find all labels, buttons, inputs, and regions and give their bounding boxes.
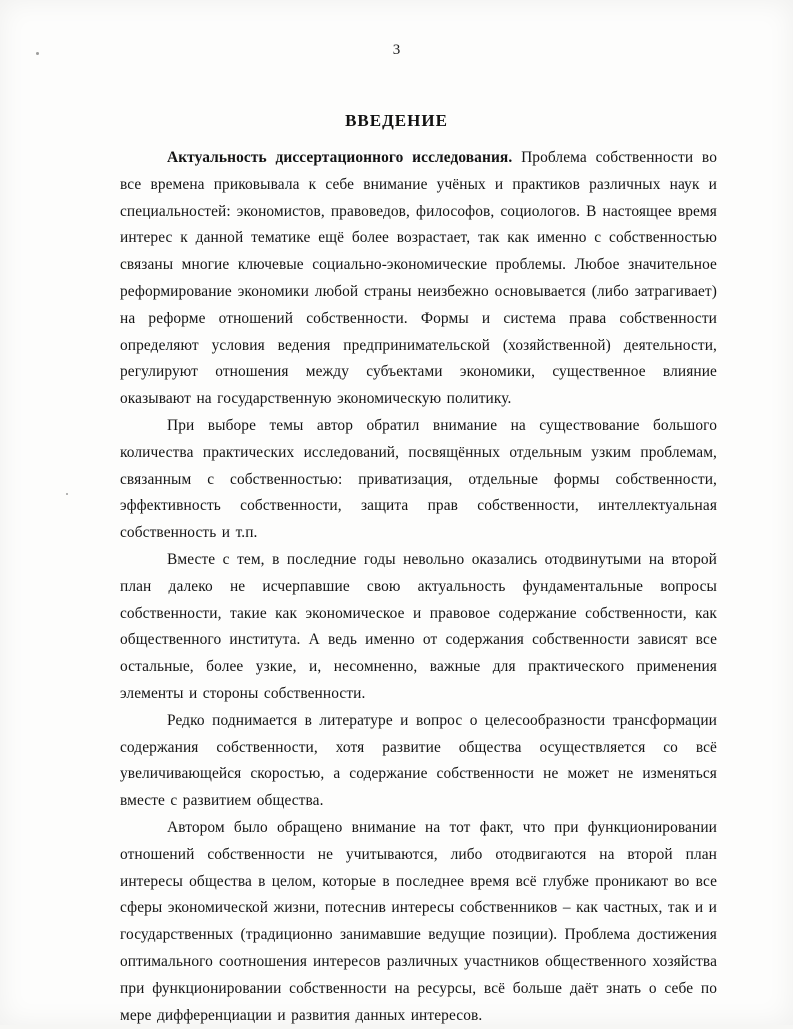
paragraph-text: Редко поднимается в литературе и вопрос о целесообразности трансформации содержания собственности, хотя развитие общества осуществляется со всё увеличивающейся скоростью, а содержание собственности не может не изменяться вместе с развитием общества. bbox=[120, 711, 717, 810]
paragraph bbox=[120, 145, 717, 413]
scan-speckle bbox=[66, 493, 68, 495]
paragraph bbox=[120, 708, 717, 815]
paragraph-text: При выборе темы автор обратил внимание на существование большого количества практических исследований, посвящённых отдельным узким проблемам, связанным с собственностью: приватизация, отдельные формы собственности, эффективность собственности, защита прав собственности, интеллектуальная собственность и т.п. bbox=[120, 416, 717, 542]
page-number: 3 bbox=[392, 42, 401, 58]
paragraph-text: Автором было обращено внимание на тот факт, что при функционировании отношений собственности не учитываются, либо отодвигаются на второй план интересы общества в целом, которые в последнее время всё глубже проникают во все сферы экономической жизни, потеснив интересы собственников – как частных, так и и государственных (традиционно занимавшие ведущие позиции). Проблема достижения оптимального соотношения интересов различных участников общественного хозяйства при функционировании собственности на ресурсы, всё больше даёт знать о себе по мере дифференциации и развития данных интересов. bbox=[120, 818, 717, 1024]
paragraph-text: Вместе с тем, в последние годы невольно оказались отодвинутыми на второй план далеко не исчерпавшие свою актуальность фундаментальные вопросы собственности, такие как экономическое и правовое содержание собственности, как общественного института. А ведь именно от содержания собственности зависят все остальные, более узкие, и, несомненно, важные для практического применения элементы и стороны собственности. bbox=[120, 550, 717, 702]
paragraph bbox=[120, 815, 717, 1029]
document-body bbox=[120, 145, 717, 1029]
scan-speckle bbox=[36, 52, 39, 55]
page-title: ВВЕДЕНИЕ bbox=[345, 111, 448, 130]
paragraph-lead: Актуальность диссертационного исследования. bbox=[167, 149, 513, 166]
paragraph bbox=[120, 413, 717, 547]
paragraph bbox=[120, 547, 717, 708]
paragraph-text: Проблема собственности во все времена приковывала к себе внимание учёных и практиков различных наук и специальностей: экономистов, правоведов, философов, социологов. В настоящее время интерес к данной тематике ещё более возрастает, так как именно с собственностью связаны многие ключевые социально-экономические проблемы. Любое значительное реформирование экономики любой страны неизбежно основывается (либо затрагивает) на реформе отношений собственности. Формы и система права собственности определяют условия ведения предпринимательской (хозяйственной) деятельности, регулируют отношения между субъектами экономики, существенное влияние оказывают на государственную экономическую политику. bbox=[120, 149, 717, 408]
